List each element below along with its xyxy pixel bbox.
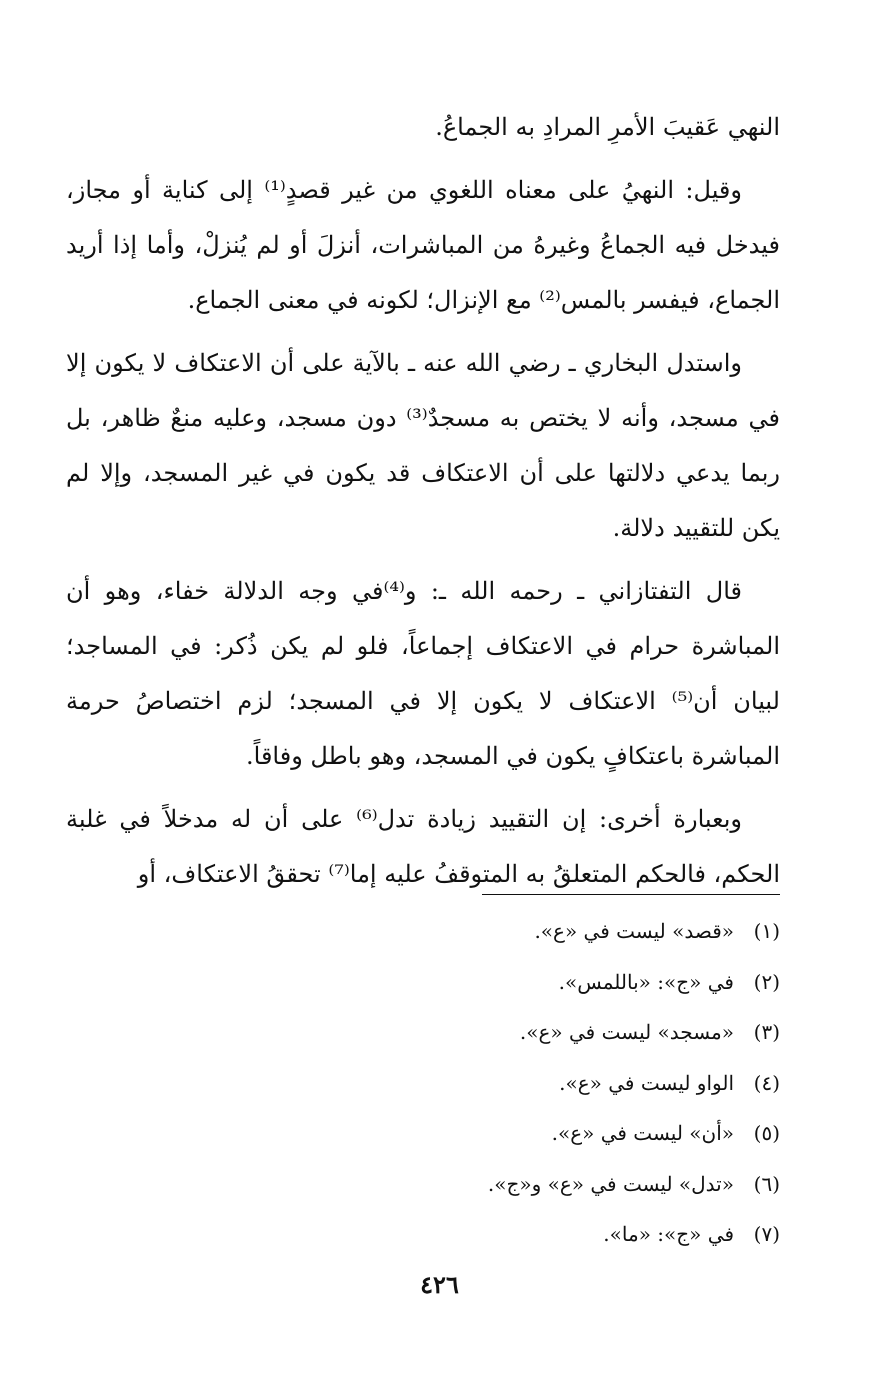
paragraph: النهي عَقيبَ الأمرِ المرادِ به الجماعُ. (435, 113, 780, 141)
footnote-number: (٣) (753, 1020, 780, 1044)
footnote-item (200, 957, 780, 1008)
footnote-item (200, 1108, 780, 1159)
main-text (66, 100, 780, 910)
paragraph: واستدل البخاري ـ رضي الله عنه ـ بالآية على أن الاعتكاف لا يكون إلا في مسجد، وأنه لا يختص به مسجدٌ⁽³⁾ دون مسجد، وعليه منعٌ ظاهر، بل ربما يدعي دلالتها على أن الاعتكاف قد يكون في غير المسجد، وإلا لم يكن للتقييد دلالة. (66, 349, 780, 542)
footnote-text: الواو ليست في «ع». (559, 1070, 734, 1095)
footnote-text: «مسجد» ليست في «ع». (519, 1020, 734, 1044)
footnote-text: «أن» ليست في «ع». (551, 1121, 734, 1145)
footnote-text: «قصد» ليست في «ع». (534, 919, 734, 943)
footnote-number: (٥) (753, 1121, 780, 1145)
footnote-item (200, 1159, 780, 1210)
footnote-item (200, 1209, 780, 1260)
footnote-text: في «ج»: «باللمس». (558, 969, 734, 994)
footnote-item (200, 1058, 780, 1109)
footnotes (200, 906, 780, 1260)
footnote-item (200, 1007, 780, 1058)
footnote-number: (٢) (753, 969, 780, 994)
paragraph: وبعبارة أخرى: إن التقييد زيادة تدل⁽⁶⁾ على أن له مدخلاً في غلبة الحكم، فالحكم المتعلقُ به المتوقفُ عليه إما⁽⁷⁾ تحققُ الاعتكاف، أو (66, 805, 780, 888)
footnote-text: في «ج»: «ما». (603, 1222, 734, 1246)
footnote-divider (482, 894, 780, 895)
paragraph: قال التفتازاني ـ رحمه الله ـ: و⁽⁴⁾في وجه الدلالة خفاء، وهو أن المباشرة حرام في الاعتكاف إجماعاً، فلو لم يكن ذُكر: في المساجد؛ لبيان أن⁽⁵⁾ الاعتكاف لا يكون إلا في المسجد؛ لزم اختصاصُ حرمة المباشرة باعتكافٍ يكون في المسجد، وهو باطل وفاقاً. (66, 577, 780, 770)
paragraph: وقيل: النهيُ على معناه اللغوي من غير قصدٍ⁽¹⁾ إلى كناية أو مجاز، فيدخل فيه الجماعُ وغيرهُ من المباشرات، أنزلَ أو لم يُنزلْ، وأما إذا أريد الجماع، فيفسر بالمس⁽²⁾ مع الإنزال؛ لكونه في معنى الجماع. (66, 176, 780, 314)
footnote-number: (١) (753, 919, 780, 943)
footnote-number: (٤) (753, 1070, 780, 1095)
footnote-number: (٦) (753, 1171, 780, 1196)
footnote-number: (٧) (753, 1222, 780, 1246)
footnote-item (200, 906, 780, 957)
footnote-text: «تدل» ليست في «ع» و«ج». (487, 1171, 734, 1196)
page-number: ٤٢٦ (420, 1270, 459, 1299)
